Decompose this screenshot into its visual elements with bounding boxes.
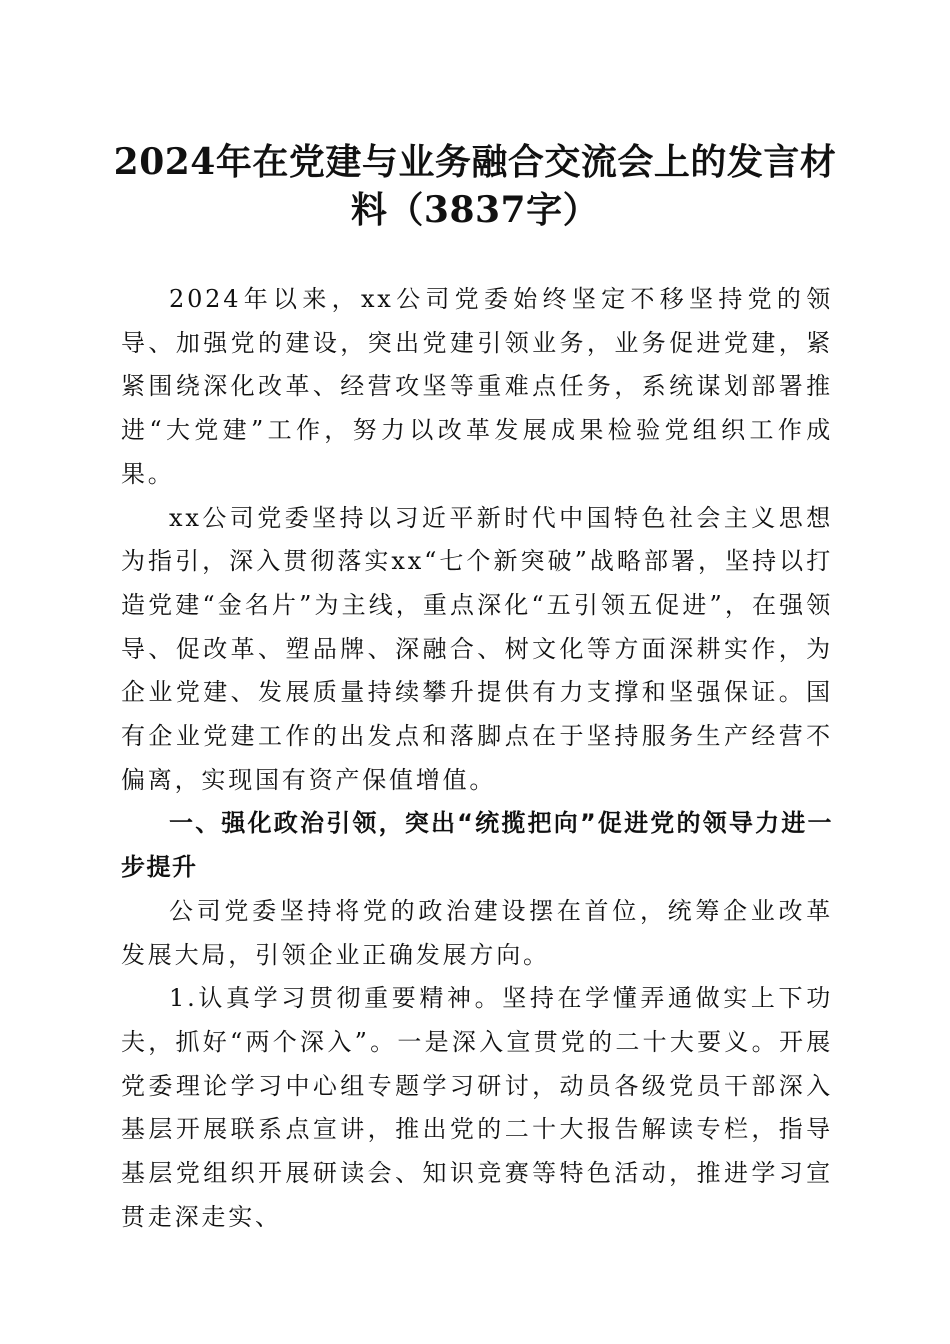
section-heading-1: 一、强化政治引领，突出“统揽把向”促进党的领导力进一步提升 — [121, 809, 833, 882]
document-title: 2024年在党建与业务融合交流会上的发言材料（3837字） — [113, 141, 837, 231]
guidance-paragraph: xx公司党委坚持以习近平新时代中国特色社会主义思想为指引，深入贯彻落实xx“七个新突破”战略部署，坚持以打造党建“金名片”为主线，重点深化“五引领五促进”，在强领导、促改革、塑品牌、深融合、树文化等方面深耕实作，为企业党建、发展质量持续攀升提供有力支撑和坚强保证。国有企业党建工作的出发点和落脚点在于坚持服务生产经营不偏离，实现国有资产保值增值。 — [121, 503, 833, 794]
intro-paragraph: 2024年以来，xx公司党委始终坚定不移坚持党的领导、加强党的建设，突出党建引领业务，业务促进党建，紧紧围绕深化改革、经营攻坚等重难点任务，系统谋划部署推进“大党建”工作，努力以改革发展成果检验党组织工作成果。 — [121, 285, 833, 488]
item-1-paragraph: 1.认真学习贯彻重要精神。坚持在学懂弄通做实上下功夫，抓好“两个深入”。一是深入宣贯党的二十大要义。开展党委理论学习中心组专题学习研讨，动员各级党员干部深入基层开展联系点宣讲，推出党的二十大报告解读专栏，指导基层党组织开展研读会、知识竞赛等特色活动，推进学习宣贯走深走实、 — [121, 984, 833, 1231]
section-1-intro-paragraph: 公司党委坚持将党的政治建设摆在首位，统筹企业改革发展大局，引领企业正确发展方向。 — [121, 896, 833, 969]
document-body — [121, 278, 833, 1239]
